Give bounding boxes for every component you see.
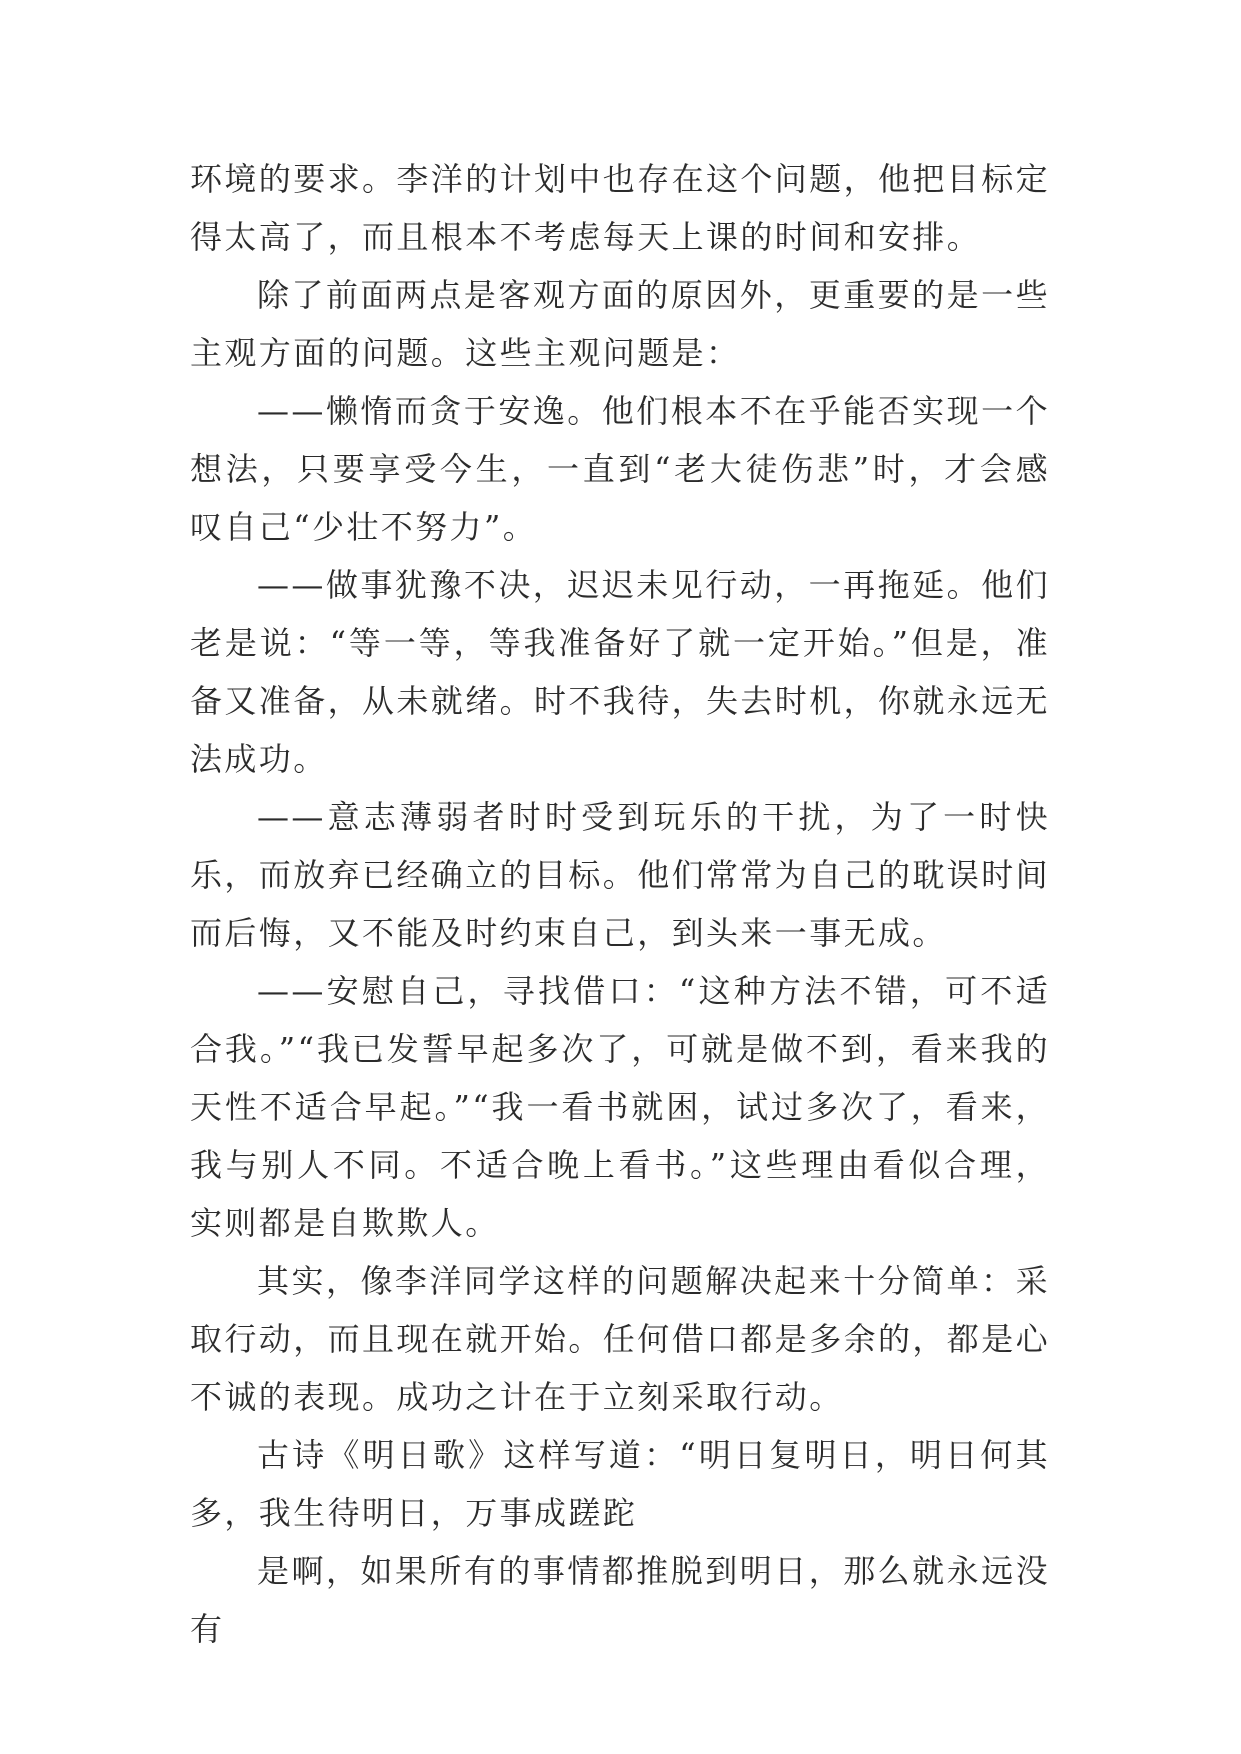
paragraph-6: ——安慰自己，寻找借口：“这种方法不错，可不适合我。”“我已发誓早起多次了，可就是做不到，看来我的天性不适合早起。”“我一看书就困，试过多次了，看来，我与别人不同。不适合晚上看书。”这些理由看似合理，实则都是自欺欺人。 — [190, 972, 1050, 1242]
paragraph-9: 是啊，如果所有的事情都推脱到明日，那么就永远没有 — [190, 1552, 1050, 1648]
paragraph-8: 古诗《明日歌》这样写道：“明日复明日，明日何其多，我生待明日，万事成蹉跎 — [190, 1436, 1050, 1532]
document-body — [190, 150, 1050, 1658]
paragraph-1: 环境的要求。李洋的计划中也存在这个问题，他把目标定得太高了，而且根本不考虑每天上课的时间和安排。 — [190, 160, 1051, 256]
paragraph-2: 除了前面两点是客观方面的原因外，更重要的是一些主观方面的问题。这些主观问题是： — [190, 276, 1050, 372]
paragraph-4: ——做事犹豫不决，迟迟未见行动，一再拖延。他们老是说：“等一等，等我准备好了就一定开始。”但是，准备又准备，从未就绪。时不我待，失去时机，你就永远无法成功。 — [190, 566, 1051, 778]
paragraph-5: ——意志薄弱者时时受到玩乐的干扰，为了一时快乐，而放弃已经确立的目标。他们常常为自己的耽误时间而后悔，又不能及时约束自己，到头来一事无成。 — [190, 798, 1051, 952]
paragraph-3: ——懒惰而贪于安逸。他们根本不在乎能否实现一个想法，只要享受今生，一直到“老大徒伤悲”时，才会感叹自己“少壮不努力”。 — [190, 392, 1050, 546]
paragraph-7: 其实，像李洋同学这样的问题解决起来十分简单：采取行动，而且现在就开始。任何借口都是多余的，都是心不诚的表现。成功之计在于立刻采取行动。 — [190, 1262, 1051, 1416]
